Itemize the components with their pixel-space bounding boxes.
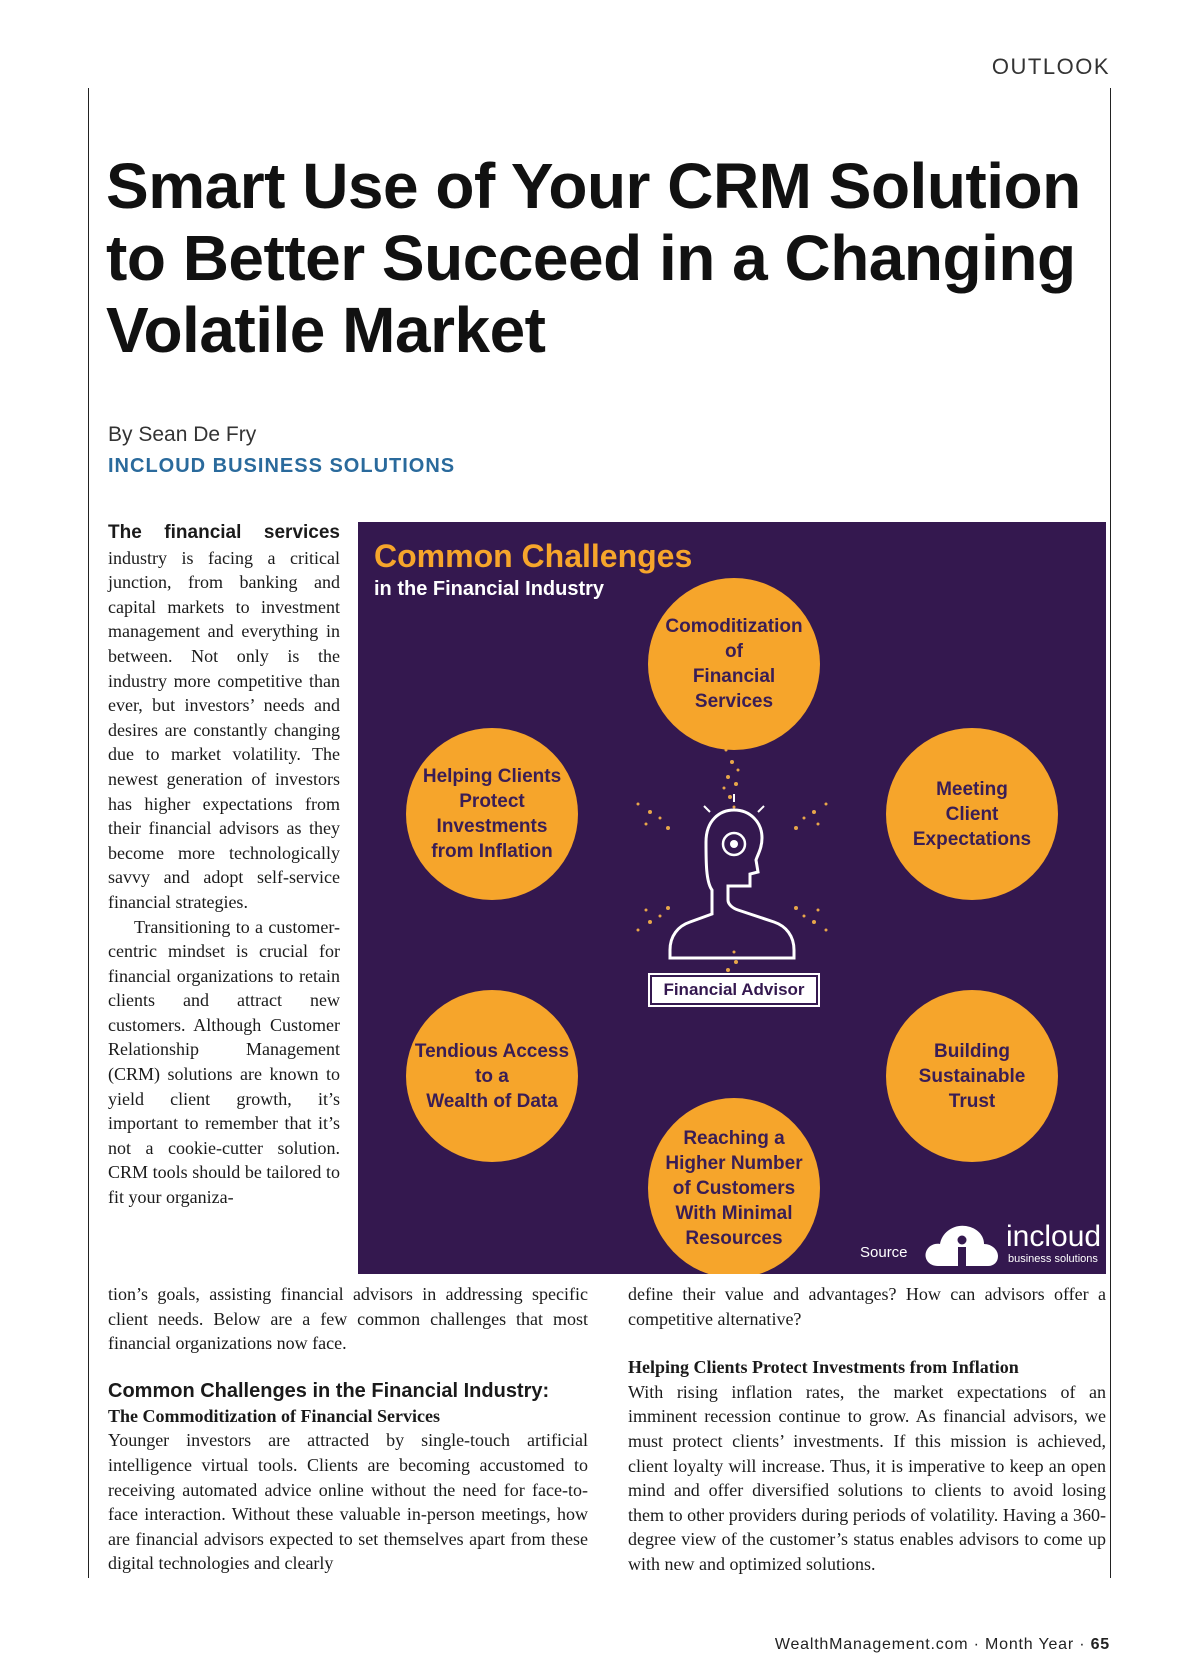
subheading-inflation: Helping Clients Protect Investments from Inflation [628, 1357, 1019, 1378]
incloud-logo-text: incloud [1006, 1220, 1102, 1253]
challenge-sustainable-trust: Building Sustainable Trust [886, 990, 1058, 1162]
infographic-title: Common Challenges [374, 538, 693, 574]
section-label: OUTLOOK [991, 54, 1110, 79]
author-company: INCLOUD BUSINESS SOLUTIONS [108, 455, 456, 477]
challenge-data-access: Tendious Access to a Wealth of Data [406, 990, 578, 1162]
subheading-commoditization: The Commoditization of Financial Services [108, 1405, 440, 1426]
source-label: Source [860, 1244, 908, 1261]
footer-site: WealthManagement.com · Month Year · [774, 1636, 1091, 1653]
intro-column [108, 520, 340, 1210]
challenge-client-expectations: Meeting Client Expectations [886, 728, 1058, 900]
incloud-logo-subtext: business solutions [1008, 1253, 1098, 1265]
challenges-infographic [358, 522, 1106, 1274]
page-number: 65 [1090, 1636, 1110, 1653]
paragraph-2: Transitioning to a customer-centric mindset is crucial for financial organizations to retain clients and attract new customers. Although Customer Relationship Management (CRM) solutions are known to yield client growth, it’s important to remember that it’s not a cookie-cutter solution. CRM tools should be tailored to fit your organiza- [108, 916, 340, 1208]
commoditization-text-continued: define their value and advantages? How can advisors offer a competitive alternative? [628, 1284, 1106, 1329]
inflation-text: With rising inflation rates, the market expectations of an imminent recession continue to grow. As financial advisors, we must protect clients’ investments. If this mission is achieved, client loyalty will increase. Thus, it is imperative to keep an open mind and offer diversified solutions to clients to avoid losing them to other providers during periods of volatility. Having a 360-degree view of the customer’s status enables advisors to come up with new and optimized solutions. [628, 1381, 1106, 1574]
page-footer [775, 1636, 1110, 1654]
intro-text: industry is facing a critical junction, from banking and capital markets to investment management and everything in between. Not only is the industry more competitive than ever, but investors’ needs and desires are constantly changing due to market volatility. The newest generation of investors has higher expectations from their financial advisors as they become more technologically savvy and adopt self-service financial strategies. [108, 547, 340, 912]
incloud-logo-icon [924, 1222, 1000, 1266]
challenge-commoditization: Comoditization of Financial Services [648, 578, 820, 750]
right-column-rule [1110, 88, 1111, 1578]
body-right-column [628, 1282, 1106, 1577]
left-column-rule [88, 88, 89, 1578]
paragraph-2-continued: tion’s goals, assisting financial advisors in addressing specific client needs. Below are a few common challenges that most financial organizations now face. [108, 1284, 588, 1354]
infographic-subtitle: in the Financial Industry [374, 578, 605, 600]
commoditization-text: Younger investors are attracted by single-touch artificial intelligence virtual tools. Clients are becoming accustomed to receiving automated advice online without the need for face-to-face interaction. Without these valuable in-person meetings, how are financial advisors expected to set themselves apart from these digital technologies and clearly [108, 1430, 588, 1574]
byline: By Sean De Fry [108, 423, 257, 446]
intro-paragraph [108, 520, 340, 915]
article-title: Smart Use of Your CRM Solution to Better Succeed in a Changing Volatile Market [106, 150, 1081, 366]
financial-advisor-label: Financial Advisor [650, 975, 818, 1005]
challenge-inflation: Helping Clients Protect Investments from Inflation [406, 728, 578, 900]
financial-advisor-icon [598, 722, 868, 1012]
challenge-reaching-customers: Reaching a Higher Number of Customers With Minimal Resources [648, 1098, 820, 1274]
section-heading: Common Challenges in the Financial Industry: [108, 1379, 550, 1402]
intro-lead: The financial services [108, 522, 340, 543]
body-left-column [108, 1282, 588, 1576]
